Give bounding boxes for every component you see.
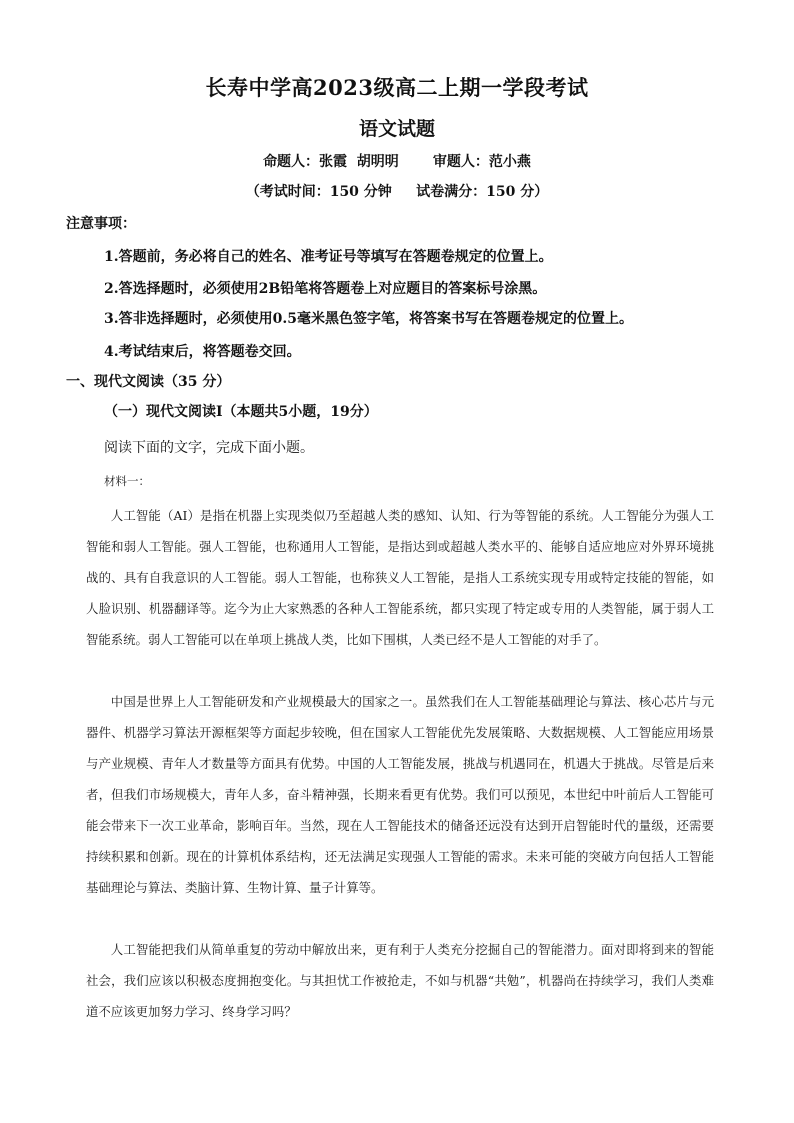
paragraph-text: 中国是世界上人工智能研发和产业规模最大的国家之一。虽然我们在人工智能基础理论与算法、核心芯片与元器件、机器学习算法开源框架等方面起步较晚，但在国家人工智能优先发展策略、大数据规模、人工智能应用场景与产业规模、青年人才数量等方面具有优势。中国的人工智能发展，挑战与机遇同在，机遇大于挑战。尽管是后来者，但我们市场规模大，青年人多，奋斗精神强，长期来看更有优势。我们可以预见，本世纪中叶前后人工智能可能会带来下一次工业革命，影响百年。当然，现在人工智能技术的储备还远没有达到开启智能时代的量级，还需要持续积累和创新。现在的计算机体系结构，还无法满足实现强人工智能的需求。未来可能的突破方向包括人工智能基础理论与算法、类脑计算、生物计算、量子计算等。	[86, 694, 714, 895]
subject-title: 语文试题	[358, 118, 435, 140]
notes-heading: 注意事项：	[66, 216, 136, 232]
authors-line: 命题人：张霞 胡明明 审题人：范小燕	[263, 154, 531, 170]
reading-instruction: 阅读下面的文字，完成下面小题。	[104, 440, 314, 456]
section-title: 一、现代文阅读（35 分）	[66, 374, 231, 390]
passage-paragraph	[86, 934, 714, 1027]
paragraph-text: 人工智能（AI）是指在机器上实现类似乃至超越人类的感知、认知、行为等智能的系统。人工智能分为强人工智能和弱人工智能。强人工智能，也称通用人工智能，是指达到或超越人类水平的、能够自适应地应对外界环境挑战的、具有自我意识的人工智能。弱人工智能，也称狭义人工智能，是指人工系统实现专用或特定技能的智能，如人脸识别、机器翻译等。迄今为止大家熟悉的各种人工智能系统，都只实现了特定或专用的人类智能，属于弱人工智能系统。弱人工智能可以在单项上挑战人类，比如下围棋，人类已经不是人工智能的对手了。	[86, 508, 714, 647]
material-label: 材料一：	[104, 474, 150, 488]
note-item: 1.答题前，务必将自己的姓名、准考证号等填写在答题卷规定的位置上。	[104, 249, 553, 265]
paragraph-text: 人工智能把我们从简单重复的劳动中解放出来，更有利于人类充分挖掘自己的智能潜力。面对即将到来的智能社会，我们应该以积极态度拥抱变化。与其担忧工作被抢走，不如与机器“共勉”，机器尚在持续学习，我们人类难道不应该更加努力学习、终身学习吗？	[86, 942, 714, 1019]
exam-title: 长寿中学高2023级高二上期一学段考试	[205, 75, 589, 100]
passage-paragraph	[86, 686, 714, 903]
exam-time-info: （考试时间：150 分钟 试卷满分：150 分）	[245, 184, 549, 200]
note-item: 2.答选择题时，必须使用2B铅笔将答题卷上对应题目的答案标号涂黑。	[104, 281, 547, 297]
note-item: 3.答非选择题时，必须使用0.5毫米黑色签字笔，将答案书写在答题卷规定的位置上。	[104, 311, 633, 327]
note-item: 4.考试结束后，将答题卷交回。	[104, 344, 301, 360]
passage-paragraph	[86, 500, 714, 655]
subsection-title: （一）现代文阅读Ⅰ（本题共5小题，19分）	[104, 404, 378, 420]
